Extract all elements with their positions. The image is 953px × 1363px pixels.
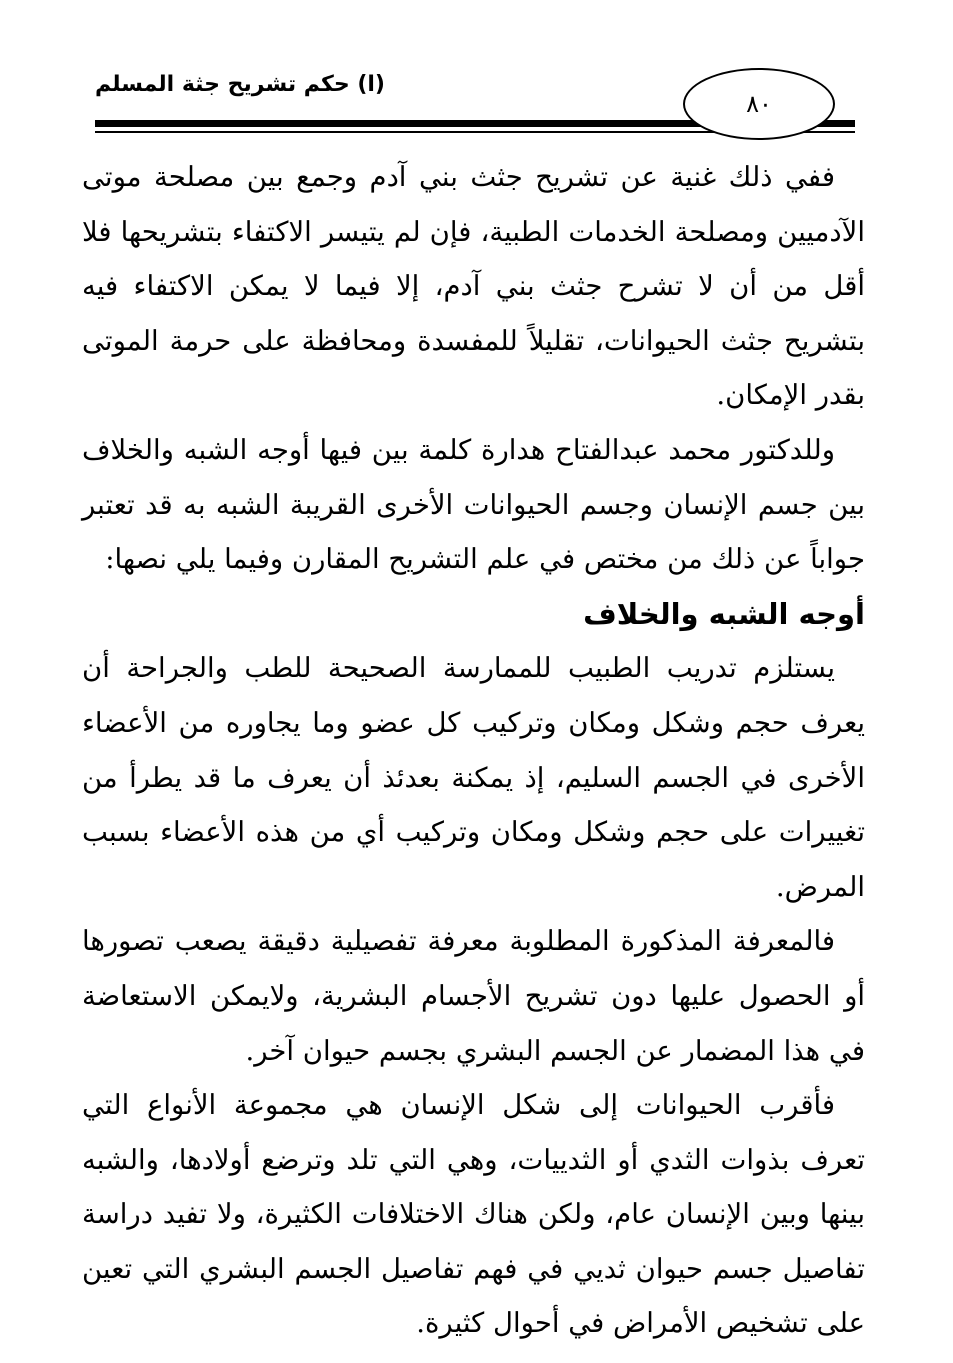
paragraph: يستلزم تدريب الطبيب للممارسة الصحيحة للطب والجراحة أن يعرف حجم وشكل ومكان وتركيب كل عضو وما يجاوره من الأعضاء الأخرى في الجسم السليم، إذ يمكنة بعدئذ أن يعرف ما قد يطرأ من تغييرات على حجم وشكل ومكان وتركيب أي من هذه الأعضاء بسبب المرض. bbox=[82, 652, 865, 903]
body-text bbox=[82, 150, 865, 1351]
paragraph: فأقرب الحيوانات إلى شكل الإنسان هي مجموعة الأنواع التي تعرف بذوات الثدي أو الثدييات، وهي التي تلد وترضع أولادها، والشبه بينها وبين الإنسان عام، ولكن هناك الاختلافات الكثيرة، ولا تفيد دراسة تفاصيل جسم حيوان ثديي في فهم تفاصيل الجسم البشري التي تعين على تشخيص الأمراض في أحوال كثيرة. bbox=[82, 1089, 865, 1340]
paragraph: ففي ذلك غنية عن تشريح جثث بني آدم وجمع بين مصلحة موتى الآدميين ومصلحة الخدمات الطبية، فإن لم يتيسر الاكتفاء بتشريحها فلا أقل من أن لا تشرح جثث بني آدم، إلا فيما لا يمكن الاكتفاء فيه بتشريح جثث الحيوانات، تقليلاً للمفسدة ومحافظة على حرمة الموتى بقدر الإمكان. bbox=[82, 161, 865, 412]
paragraph: وللدكتور محمد عبدالفتاح هدارة كلمة بين فيها أوجه الشبه والخلاف بين جسم الإنسان وجسم الحيوانات الأخرى القريبة الشبه به قد تعتبر جواباً عن ذلك من مختص في علم التشريح المقارن وفيما يلي نصها: bbox=[82, 433, 865, 576]
paragraph: فالمعرفة المذكورة المطلوبة معرفة تفصيلية دقيقة يصعب تصورها أو الحصول عليها دون تشريح الأجسام البشرية، ولايمكن الاستعاضة في هذا المضمار عن الجسم البشري بجسم حيوان آخر. bbox=[82, 925, 865, 1067]
section-heading: أوجه الشبه والخلاف bbox=[583, 596, 865, 631]
page-number: ٨٠ bbox=[746, 90, 772, 118]
page-number-oval bbox=[683, 68, 835, 140]
running-title: (ا) حكم تشريح جثة المسلم bbox=[95, 72, 385, 97]
